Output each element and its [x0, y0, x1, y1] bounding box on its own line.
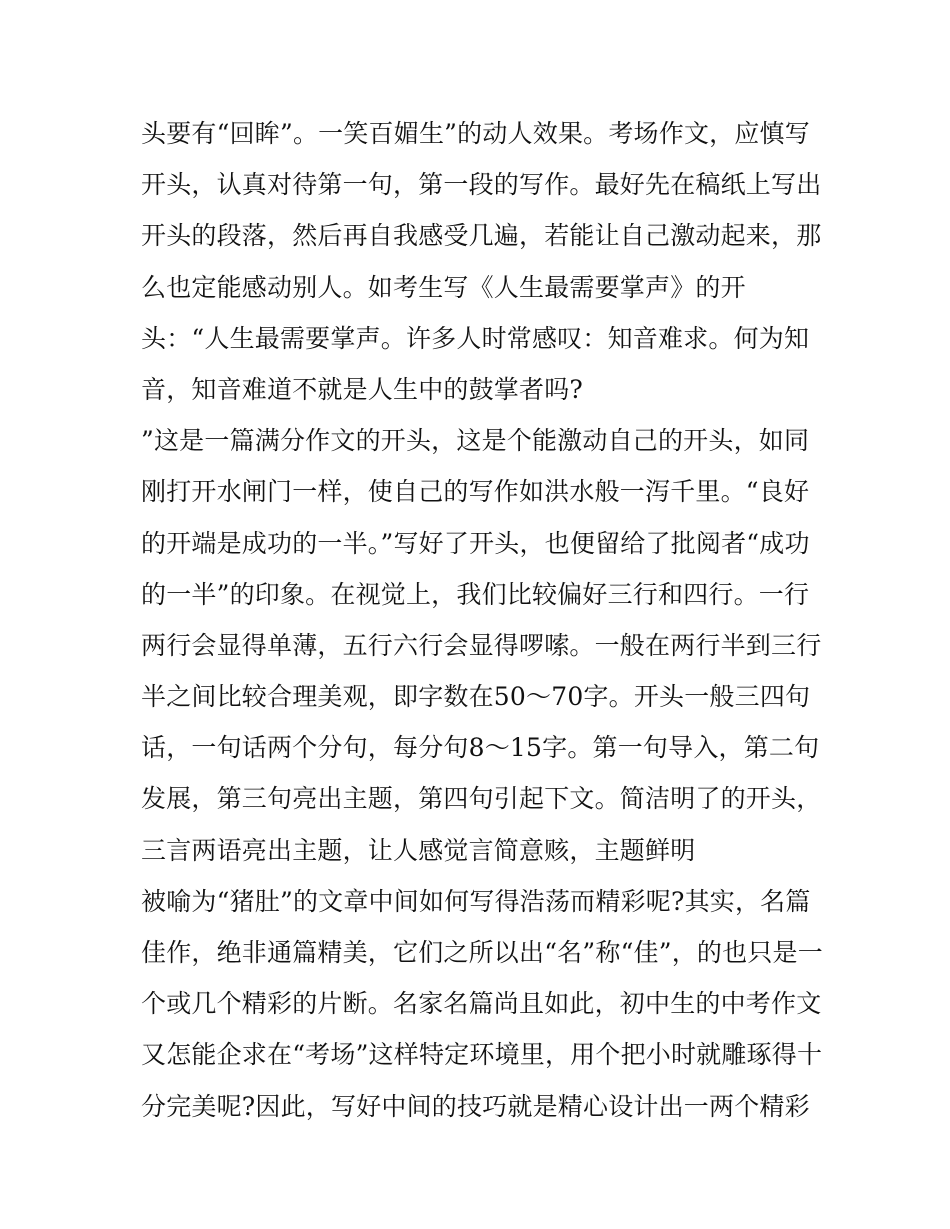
text-line: 头：“人生最需要掌声。许多人时常感叹：知音难求。何为知 — [141, 323, 810, 353]
text-line: 被喻为“猪肚”的文章中间如何写得浩荡而精彩呢?其实，名篇 — [141, 886, 811, 916]
text-line: 么也定能感动别人。如考生写《人生最需要掌声》的开 — [141, 272, 746, 302]
text-line: 佳作，绝非通篇精美，它们之所以出“名”称“佳”，的也只是一 — [141, 938, 823, 967]
text-line: 开头，认真对待第一句，第一段的写作。最好先在稿纸上写出 — [141, 170, 822, 200]
text-line: 发展，第三句亮出主题，第四句引起下文。简洁明了的开头， — [141, 784, 822, 814]
text-line: 个或几个精彩的片断。名家名篇尚且如此，初中生的中考作文 — [141, 989, 822, 1019]
body-text — [141, 108, 831, 1132]
text-line: 半之间比较合理美观，即字数在50～70字。开头一般三四句 — [141, 682, 811, 712]
text-line: 话，一句话两个分句，每分句8～15字。第一句导入，第二句 — [141, 733, 820, 763]
text-line: 又怎能企求在“考场”这样特定环境里，用个把小时就雕琢得十 — [141, 1040, 823, 1070]
text-line: 两行会显得单薄，五行六行会显得啰嗦。一般在两行半到三行 — [141, 630, 822, 660]
text-line: 分完美呢?因此，写好中间的技巧就是精心设计出一两个精彩 — [141, 1091, 810, 1121]
text-line: 的一半”的印象。在视觉上，我们比较偏好三行和四行。一行 — [141, 579, 810, 609]
text-line: 三言两语亮出主题，让人感觉言简意赅，主题鲜明 — [141, 835, 696, 865]
text-line: 刚打开水闸门一样，使自己的写作如洪水般一泻千里。“良好 — [141, 477, 810, 507]
text-line: 头要有“回眸”。一笑百媚生”的动人效果。考场作文，应慎写 — [141, 119, 810, 148]
text-line: ”这是一篇满分作文的开头，这是个能激动自己的开头，如同 — [141, 426, 810, 456]
text-line: 开头的段落，然后再自我感受几遍，若能让自己激动起来，那 — [141, 221, 822, 251]
text-line: 音，知音难道不就是人生中的鼓掌者吗? — [141, 374, 584, 404]
text-line: 的开端是成功的一半。”写好了开头，也便留给了批阅者“成功 — [141, 528, 810, 558]
